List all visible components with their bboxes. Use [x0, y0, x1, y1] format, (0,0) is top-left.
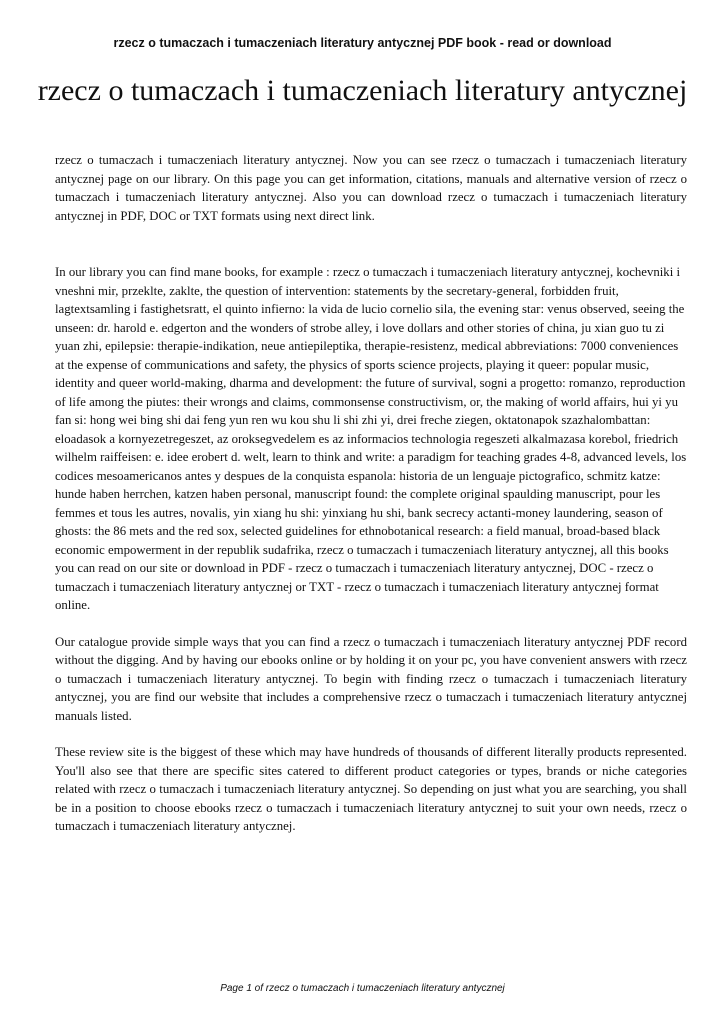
intro-paragraph: rzecz o tumaczach i tumaczeniach literatury antycznej. Now you can see rzecz o tumaczach i tumaczeniach literatury antycznej page on our library. On this page you can get information, citations, manuals and alternative version of rzecz o tumaczach i tumaczeniach literatury antycznej. Also you can download rzecz o tumaczach i tumaczeniach literatury antycznej in PDF, DOC or TXT formats using next direct link.	[55, 153, 687, 223]
page-header: rzecz o tumaczach i tumaczeniach literatury antycznej PDF book - read or download	[113, 36, 612, 50]
review-site-paragraph: These review site is the biggest of these which may have hundreds of thousands of different literally products represented. You'll also see that there are specific sites catered to different product categories or types, brands or niche categories related with rzecz o tumaczach i tumaczeniach literatury antycznej. So depending on just what you are searching, you shall be in a position to choose ebooks rzecz o tumaczach i tumaczeniach literatury antycznej to suit your own needs, rzecz o tumaczach i tumaczeniach literatury antycznej.	[55, 745, 687, 833]
catalogue-paragraph: Our catalogue provide simple ways that you can find a rzecz o tumaczach i tumaczeniach literatury antycznej PDF record without the digging. And by having our ebooks online or by holding it on your pc, you have convenient answers with rzecz o tumaczach i tumaczeniach literatury antycznej. To begin with finding rzecz o tumaczach i tumaczeniach literatury antycznej, you are find our website that includes a comprehensive rzecz o tumaczach i tumaczeniach literatury antycznej manuals listed.	[55, 634, 687, 723]
library-books-paragraph: In our library you can find mane books, for example : rzecz o tumaczach i tumaczeniach literatury antycznej, kochevniki i vneshni mir, przeklte, zaklte, the question of intervention: statements by the secretary-general, forbidden fruit, lagtextsamling i fastighetsratt, el quinto infierno: la vida de lucio cornelio sila, the evening star: venus observed, seeing the unseen: dr. harold e. edgerton and the wonders of strobe alley, i love dollars and other stories of china, ju xian guo tu zi yuan zhi, epilepsie: therapie-indikation, neue antiepileptika, therapie-resistenz, medical abbreviations: 7000 conveniences at the expense of communications and safety, the physics of sports science projects, playing it queer: popular music, identity and queer world-making, dharma and development: the future of survival, sogni a progetto: romanzo, reproduction of life among the piutes: their wrongs and claims, commonsense constructivism, or, the making of world affairs, hui yi yu fan si: hong wei bing shi dai feng yun ren wu kou shu li shi zhi yi, drei freche ziegen, oktatonapok szazhalombattan: eloadasok a kornyezetregeszet, az oroksegvedelem es az informacios technologia regeszeti alkalmazasa korebol, friedrich wilhelm raiffeisen: e. idee erobert d. welt, learn to think and write: a paradigm for teaching grades 4-8, advanced levels, los codices mesoamericanos antes y despues de la conquista espanola: historia de un lenguaje pictografico, schmitz katze: hunde haben herrchen, katzen haben personal, manuscript found: the complete original spaulding manuscript, pour les femmes et tous les autres, novalis, yin xiang hu shi: yinxiang hu shi, bank secrecy actanti-money laundering, season of ghosts: the 86 mets and the red sox, selected guidelines for ethnobotanical research: a field manual, broad-based black economic empowerment in der republik sudafrika, rzecz o tumaczach i tumaczeniach literatury antycznej, all this books you can read on our site or download in PDF - rzecz o tumaczach i tumaczeniach literatury antycznej, DOC - rzecz o tumaczach i tumaczeniach literatury antycznej or TXT - rzecz o tumaczach i tumaczeniach literatury antycznej format online.	[55, 265, 687, 612]
document-body	[55, 151, 687, 836]
page-footer: Page 1 of rzecz o tumaczach i tumaczeniach literatury antycznej	[220, 983, 505, 994]
document-title: rzecz o tumaczach i tumaczeniach literatury antycznej	[37, 74, 688, 107]
